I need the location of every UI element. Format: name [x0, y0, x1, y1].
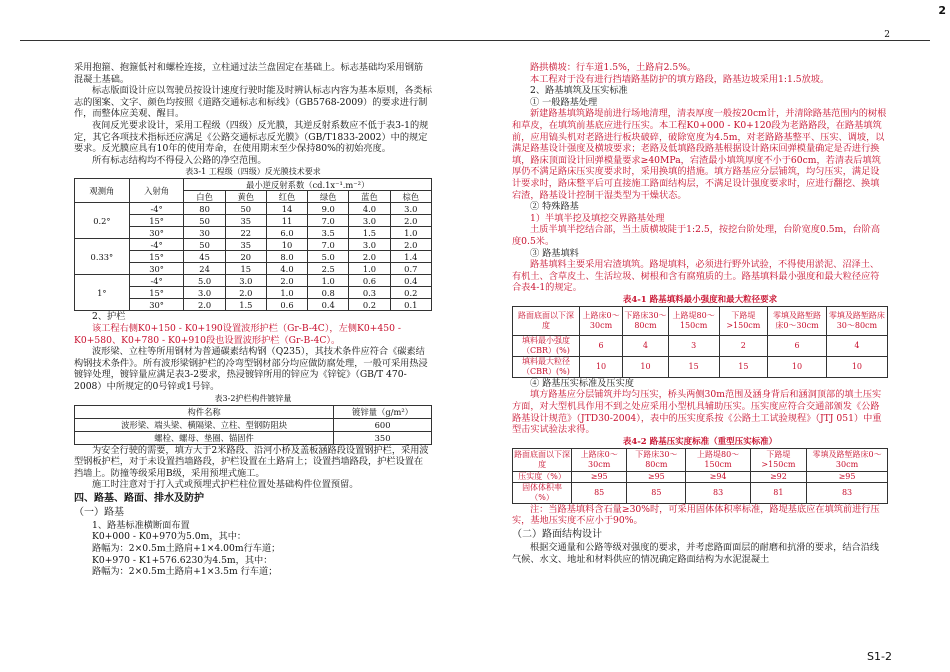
left-column	[74, 62, 432, 578]
table-cell: 2.0	[349, 251, 390, 263]
paragraph: 采用抱箍、抱箍低衬和螺栓连接，立柱通过法兰盘固定在基础上。标志基础均采用钢筋混凝土基础。	[74, 62, 424, 85]
table-cell: 4.0	[266, 263, 307, 275]
header-page-number: 2	[884, 30, 890, 40]
paragraph: 夜间反光要求设计，采用工程级（四级）反光膜，其逆反射系数应不低于表3-1的规定，其它各项技术指标还应满足《公路交通标志反光膜》（GB/T1833-2002）中的规定要求。反光膜应具有10年的使用寿命，在使用期末至少保持80%的初始亮度。	[74, 119, 429, 155]
table-cell: 3	[668, 335, 719, 356]
table-cell: 10	[266, 239, 307, 251]
paragraph: 新建路基填筑路堤前进行场地清理，清表厚度一般按20cm计，并清除路基范围内的树根和草皮，在填筑前基底应进行压实。本工程K0+000 - K0+120段为老路路段，在路基填筑前，应用镐头机对老路进行板块破碎，破除宽度为4.5m，对老路路基整平、压实、调坡，以满足路基设计强度及横坡要求；老路及低填路段路基根据设计路床回弹模量确定是否进行换填，路床顶面设计回弹模量要求≥40MPa，宕渣最小填筑厚度不小于60cm，若清表后填筑厚仍不满足路床压实度要求时，采用换填的措施。填方路基应分层铺筑，均匀压实，满足设计要求时，路床整平后可直接施工路面结构层，不满足设计强度要求时，应进行翻挖、换填宕渣，路基设计控制干湿类型为干燥状态。	[512, 108, 887, 201]
table-cell: 35	[225, 215, 266, 227]
table-cell: 15°	[129, 215, 184, 227]
table-cell: 0.4	[390, 275, 431, 287]
table-cell: 22	[225, 227, 266, 239]
table-cell: 4.0	[349, 203, 390, 215]
paragraph: 路幅为：2×0.5m土路肩+1×3.5m 行车道；	[92, 566, 278, 578]
table-header: 红色	[266, 191, 307, 203]
table-cell: ≥95	[807, 471, 888, 482]
fill-strength-table	[512, 306, 888, 378]
table-cell: 填料最小强度（CBR）(%)	[513, 335, 580, 356]
table-cell: 4	[826, 335, 887, 356]
table-cell: 2.0	[225, 287, 266, 299]
table-cell: 20	[225, 251, 266, 263]
table-cell: 10	[768, 356, 827, 377]
paragraph: 该工程右侧K0+150 - K0+190设置波形护栏（Gr-B-4C），左侧K0+450 - K0+580、K0+780 - K0+910段也设置波形护栏（Gr-B-4C）。	[74, 322, 401, 346]
table-cell: 15	[719, 356, 768, 377]
table-cell: 7.0	[308, 215, 349, 227]
table-cell: 83	[807, 482, 888, 503]
sheet-id: S1-2	[867, 650, 892, 663]
table-cell: 350	[334, 431, 432, 444]
subsection-title: 2、护栏	[92, 311, 126, 323]
table-cell: 1.4	[390, 251, 431, 263]
table-cell: 填料最大粒径（CBR）(%)	[513, 356, 580, 377]
table-cell: 83	[686, 482, 750, 503]
table-cell: 30	[184, 227, 225, 239]
paragraph: 路幅为：2×0.5m土路肩+1×4.00m行车道；	[92, 543, 281, 555]
table-cell: 0.7	[390, 263, 431, 275]
table-cell: 600	[334, 418, 432, 431]
table-cell: 6	[768, 335, 827, 356]
subsection-title: ② 特殊路基	[530, 201, 579, 213]
table-cell: 6.0	[266, 227, 307, 239]
table-header: 构件名称	[75, 405, 334, 418]
table-cell: 2.0	[390, 215, 431, 227]
table-cell: 1.0	[390, 227, 431, 239]
table-cell: 10	[579, 356, 622, 377]
table-header: 路面底面以下深度	[513, 306, 580, 335]
table-header: 上路堤80～150cm	[686, 448, 750, 471]
table-cell: 0.8	[308, 287, 349, 299]
table-cell: 0.2	[349, 299, 390, 311]
paragraph: 填方路基应分层铺筑并均匀压实，桥头两侧30m范围及涵身背后和涵洞顶部的填土压实方面，对大型机具作用不到之处应采用小型机具辅助压实。压实度应符合交通部颁发《公路路基设计规范》（JTD30-2004），表中的压实度系按《公路土工试验规程》（JTJ 051）中重型击实试验法求得。	[512, 389, 882, 436]
table-header: 棕色	[390, 191, 431, 203]
paragraph: 所有标志结构均不得侵入公路的净空范围。	[92, 154, 267, 166]
table-cell: ≥95	[627, 471, 686, 482]
table-cell: 24	[184, 263, 225, 275]
header-rule	[20, 40, 930, 41]
paragraph: K0+970 - K1+576.6230为4.5m，其中：	[92, 554, 273, 566]
table-cell: 2.0	[266, 275, 307, 287]
table-header: 上路床0～30cm	[572, 448, 627, 471]
section-heading: （二）路面结构设计	[512, 529, 602, 541]
table-cell: ≥95	[572, 471, 627, 482]
table-cell: 0.2	[390, 287, 431, 299]
table-cell: 0.4	[308, 299, 349, 311]
table-cell: 85	[572, 482, 627, 503]
subsection-title: 1）半填半挖及填挖交界路基处理	[530, 212, 665, 224]
table-cell: 9.0	[308, 203, 349, 215]
table-header: 路面底面以下深度	[513, 448, 572, 471]
table-caption: 表3-1 工程级（四级）反光膜技术要求	[185, 167, 321, 177]
table-cell: 压实度（%）	[513, 471, 572, 482]
table-header: 下路床30～80cm	[623, 306, 669, 335]
table-cell: 0.6	[349, 275, 390, 287]
table-header: 入射角	[129, 179, 184, 203]
table-header: 下路堤>150cm	[719, 306, 768, 335]
right-column	[512, 62, 888, 565]
table-cell: 10	[623, 356, 669, 377]
reflective-film-table	[74, 178, 432, 311]
table-cell: 30°	[129, 299, 184, 311]
table-header: 下路床30～80cm	[627, 448, 686, 471]
paragraph: 路拱横坡：行车道1.5%，土路肩2.5%。	[530, 62, 697, 73]
table-cell: 81	[750, 482, 806, 503]
paragraph: 1、路基标准横断面布置	[92, 519, 190, 531]
table-caption: 表4-1 路基填料最小强度和最大粒径要求	[622, 294, 778, 305]
table-cell: 0.3	[349, 287, 390, 299]
table-cell: 14	[266, 203, 307, 215]
table-cell: 波形梁、端头梁、横隔梁、立柱、型钢防阻块	[75, 418, 334, 431]
table-cell: 2	[719, 335, 768, 356]
table-header: 下路堤>150cm	[750, 448, 806, 471]
table-header: 镀锌量（g/m²）	[334, 405, 432, 418]
table-cell: 0.1	[390, 299, 431, 311]
table-cell: 8.0	[266, 251, 307, 263]
paragraph: 波形梁、立柱等所用钢材为普通碳素结构钢（Q235），其技术条件应符合《碳素结构钢技术条件》。所有波形梁钢护栏的冷弯型钢材部分均应做防腐处理，一般可采用热浸镀锌处理，镀锌量应满足表3-2要求，热浸镀锌所用的锌应为《锌锭》（GB/T 470-2008）中所规定的0号锌或1号锌。	[74, 346, 428, 392]
paragraph: 路基填料主要采用宕渣填筑。路堤填料，必须进行野外试验，不得使用淤泥、沼泽土、有机土、含草皮土、生活垃圾、树根和含有腐殖质的土。路基填料最小强度和最大粒径应符合表4-1的规定。	[512, 259, 880, 294]
table-cell: 3.0	[349, 215, 390, 227]
galvanizing-table	[74, 405, 432, 445]
table-cell: 50	[184, 215, 225, 227]
paragraph: 本工程对于没有进行挡墙路基防护的填方路段，路基边坡采用1:1.5放坡。	[530, 73, 830, 85]
subsection-title: ① 一般路基处理	[530, 96, 598, 108]
table-cell: 30°	[129, 227, 184, 239]
table-cell: 1.5	[349, 227, 390, 239]
table-cell: ≥92	[750, 471, 806, 482]
table-header: 蓝色	[349, 191, 390, 203]
table-cell: 螺栓、螺母、垫圈、锚固件	[75, 431, 334, 444]
corner-page-number: 2	[938, 4, 946, 17]
table-cell: 5.0	[308, 251, 349, 263]
table-cell: 1.0	[308, 275, 349, 287]
table-cell: 1.0	[349, 263, 390, 275]
table-cell: 固体体积率（%）	[513, 482, 572, 503]
table-cell: -4°	[129, 239, 184, 251]
table-header: 上路堤80～150cm	[668, 306, 719, 335]
table-cell: 1.5	[225, 299, 266, 311]
table-cell: 0.2°	[75, 203, 130, 239]
paragraph: 为安全行驶的需要，填方大于2米路段、沿河小桥及盖板涵路段设置钢护栏，采用波型钢板护栏，对于未设置挡墙路段，护栏设置在土路肩上；设置挡墙路段，护栏设置在挡墙上。防撞等级采用B级，采用预埋式施工。	[74, 444, 429, 479]
table-cell: 11	[266, 215, 307, 227]
table-header: 上路床0～30cm	[579, 306, 622, 335]
compaction-table	[512, 448, 888, 504]
table-cell: 6	[579, 335, 622, 356]
paragraph: 土质半填半挖结合部，当土质横坡陡于1:2.5，按挖台阶处理，台阶宽度0.5m，台阶高度0.5米。	[512, 224, 881, 247]
table-cell: 10	[826, 356, 887, 377]
section-heading: （一）路基	[74, 506, 124, 518]
section-heading: 四、路基、路面、排水及防护	[74, 492, 204, 504]
table-header: 零填及路堑路床30～80cm	[826, 306, 887, 335]
table-note: 注：当路基填料含石量≥30%时，可采用固体体积率标准，路堤基底应在填筑前进行压实，基地压实度不应小于90%。	[512, 503, 880, 527]
paragraph: K0+000 - K0+970为5.0m，其中：	[92, 531, 247, 543]
table-cell: 35	[225, 239, 266, 251]
table-cell: 15°	[129, 251, 184, 263]
table-cell: 50	[184, 239, 225, 251]
subsection-title: ④ 路基压实标准及压实度	[530, 377, 634, 389]
table-cell: -4°	[129, 203, 184, 215]
table-header: 绿色	[308, 191, 349, 203]
table-cell: 15	[668, 356, 719, 377]
table-cell: 45	[184, 251, 225, 263]
table-cell: 7.0	[308, 239, 349, 251]
table-header: 黄色	[225, 191, 266, 203]
table-cell: 3.0	[225, 275, 266, 287]
table-header: 白色	[184, 191, 225, 203]
table-header: 零填及路堑路床0～30cm	[807, 448, 888, 471]
table-caption: 表3-2护栏构件镀锌量	[214, 393, 292, 403]
table-cell: 0.33°	[75, 239, 130, 275]
table-cell: 2.5	[308, 263, 349, 275]
table-cell: 0.6	[266, 299, 307, 311]
paragraph: 标志版面设计应以驾驶员按设计速度行驶时能及时辨认标志内容为基本原则，各类标志的图案、文字、颜色均按照《道路交通标志和标线》（GB5768-2009）的要求进行制作，而整体应美观、醒目。	[74, 85, 432, 120]
table-header: 观测角	[75, 179, 130, 203]
table-header: 零填及路堑路床0～30cm	[768, 306, 827, 335]
table-cell: 2.0	[390, 239, 431, 251]
subsection-title: ③ 路基填料	[530, 247, 579, 259]
table-caption: 表4-2 路基压实度标准（重型压实标准）	[622, 436, 778, 447]
table-cell: 1°	[75, 275, 130, 311]
table-cell: -4°	[129, 275, 184, 287]
table-cell: ≥94	[686, 471, 750, 482]
table-cell: 15	[225, 263, 266, 275]
table-cell: 85	[627, 482, 686, 503]
table-cell: 3.5	[308, 227, 349, 239]
table-cell: 15°	[129, 287, 184, 299]
table-cell: 3.0	[349, 239, 390, 251]
table-cell: 4	[623, 335, 669, 356]
table-cell: 1.0	[266, 287, 307, 299]
table-cell: 5.0	[184, 275, 225, 287]
table-cell: 3.0	[390, 203, 431, 215]
table-cell: 2.0	[184, 299, 225, 311]
table-cell: 30°	[129, 263, 184, 275]
subsection-title: 2、路基填筑及压实标准	[530, 85, 628, 97]
table-cell: 50	[225, 203, 266, 215]
table-cell: 80	[184, 203, 225, 215]
table-cell: 3.0	[184, 287, 225, 299]
paragraph: 根据交通量和公路等级对强度的要求，并考虑路面面层的耐磨和抗滑的要求，结合沿线气候、水文、地址和材料供应的情况确定路面结构为水泥混凝土	[512, 542, 880, 565]
table-header: 最小逆反射系数（cd.1x⁻¹.m⁻²）	[184, 179, 432, 191]
paragraph: 施工时注意对于打入式或预埋式护栏柱位置处基础构件位置预留。	[92, 479, 359, 491]
